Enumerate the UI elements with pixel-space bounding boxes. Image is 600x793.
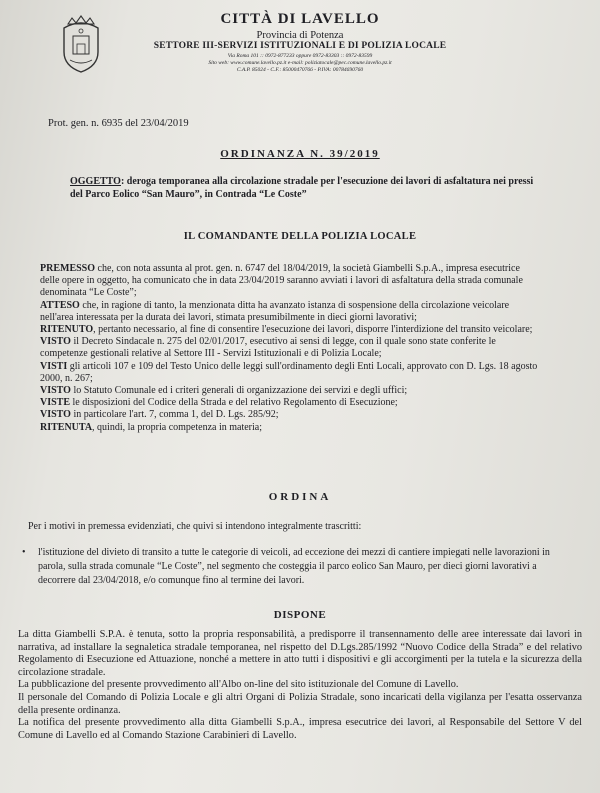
premise-keyword: PREMESSO (40, 263, 96, 274)
ordina-heading: ORDINA (268, 491, 332, 503)
motivi-text: Per i motivi in premessa evidenziati, che quivi si intendono integralmente trascritti: (28, 521, 362, 532)
address-line: Via Roma 101 :: 0972-877233 oppure 0972-83303 :: 0972-83599 (227, 53, 373, 59)
premise-keyword: VISTE (40, 397, 71, 409)
premise-item (40, 361, 540, 385)
subject-label: OGGETTO (70, 176, 121, 187)
premise-text: il Decreto Sindacale n. 275 del 02/01/2017, esecutivo ai sensi di legge, con il quale sono state conferite le competenze gestionali relative al Settore III - Servizi Istituzionali e di Polizia Locale; (40, 336, 496, 360)
bullet-text: l'istituzione del divieto di transito a tutte le categorie di veicoli, ad eccezione dei mezzi di cantiere impiegati nelle lavorazioni in parola, sulla strada comunale “Le Coste”, nel segmento che costeggia il parco eolico San Mauro, per dieci giorni lavorativi a decorrere dal 23/04/2018, e/o comunque fino al termine dei lavori. (38, 547, 550, 586)
premise-text: , quindi, la propria competenza in materia; (92, 421, 262, 433)
premise-text: che, in ragione di tanto, la menzionata ditta ha avanzato istanza di sospensione della circolazione veicolare nell'area interessata per la durata dei lavori, stimata presumibilmente in dieci giorni lavorativi; (40, 299, 510, 323)
premise-keyword: RITENUTO (40, 324, 94, 336)
dispone-section (18, 629, 582, 742)
premise-keyword: RITENUTA (40, 421, 93, 433)
premise-item (40, 263, 540, 300)
premise-item (40, 409, 540, 421)
premise-item (40, 336, 540, 360)
province-name: Provincia di Potenza (256, 30, 344, 41)
ordinance-title (0, 148, 600, 160)
dispone-paragraph: Il personale del Comando di Polizia Locale e gli altri Organi di Polizia Stradale, sono incaricati della vigilanza per l'esatta osservanza della presente ordinanza. (18, 691, 582, 716)
dispone-paragraph: La ditta Giambelli S.P.A. è tenuta, sotto la propria responsabilità, a predisporre il transennamento delle aree interessate dai lavori in narrativa, ad installare la segnaletica stradale temporanea, nel rispetto del D.Lgs.285/1992 “Nuovo Codice della Strada” e del relativo Regolamento di Esecuzione ed Attuazione, nonché a mettere in atto tutti i dispositivi e gli accorgimenti per la tutela e la sicurezza della circolazione stradale. (18, 629, 582, 678)
town-crest-icon (56, 14, 106, 74)
dispone-paragraph: La pubblicazione del presente provvedimento all'Albo on-line del sito istituzionale del Comune di Lavello. (18, 679, 459, 691)
subject-text: : deroga temporanea alla circolazione stradale per l'esecuzione dei lavori di asfaltatura nei pressi del Parco Eolico “San Mauro”, in Contrada “Le Coste” (70, 176, 534, 200)
city-name: CITTÀ DI LAVELLO (220, 11, 380, 27)
premise-text: gli articoli 107 e 109 del Testo Unico delle leggi sull'ordinamento degli Enti Locali, approvato con D. Lgs. 18 agosto 2000, n. 267; (40, 360, 538, 384)
premise-keyword: VISTO (40, 409, 71, 421)
premise-text: le disposizioni del Codice della Strada e del relativo Regolamento di Esecuzione; (70, 397, 398, 409)
protocol-number: Prot. gen. n. 6935 del 23/04/2019 (48, 118, 189, 129)
ordina-bullet (22, 546, 570, 588)
subject (70, 175, 540, 201)
premise-item (40, 397, 540, 409)
fiscal-line: C.A.P. 85024 - C.F.: 85000470766 - P.IVA: 00784690760 (236, 67, 364, 73)
premise-text: lo Statuto Comunale ed i criteri generali di organizzazione dei servizi e degli uffici; (70, 385, 408, 397)
premise-item (40, 422, 540, 434)
premise-item (40, 324, 540, 336)
premise-keyword: VISTI (40, 360, 68, 372)
premise-text: in particolare l'art. 7, comma 1, del D. Lgs. 285/92; (70, 409, 279, 421)
website-line: Sito web: www.comune.lavello.pz.it e-mail: poliziatocale@pec.comune.lavello.pz.it (208, 60, 392, 66)
dispone-heading: DISPONE (273, 609, 327, 621)
dispone-paragraph: La notifica del presente provvedimento alla ditta Giambelli S.p.A., impresa esecutrice dei lavori, al Responsabile del Settore V del Comune di Lavello ed al Comando Stazione Carabinieri di Lavello. (18, 717, 582, 741)
premise-text: che, con nota assunta al prot. gen. n. 6747 del 18/04/2019, la società Giambelli S.p.A., impresa esecutrice delle opere in oggetto, ha comunicato che in data 23/04/2019 saranno avviati i lavori di asfaltatura della strada comunale denominata “Le Coste”; (40, 263, 523, 299)
premise-keyword: VISTO (40, 336, 71, 348)
premise-item (40, 300, 540, 324)
premise-item (40, 385, 540, 397)
premise-keyword: ATTESO (40, 299, 80, 311)
premises-section (40, 263, 540, 434)
authority-heading: IL COMANDANTE DELLA POLIZIA LOCALE (183, 231, 417, 242)
premise-text: , pertanto necessario, al fine di consentire l'esecuzione dei lavori, disporre l'interdizione del transito veicolare; (93, 324, 533, 336)
ordinance-title-text: ORDINANZA N. 39/2019 (220, 148, 380, 160)
bullet-icon: • (22, 547, 26, 558)
sector-name: SETTORE III-SERVIZI ISTITUZIONALI E DI POLIZIA LOCALE (153, 41, 447, 51)
premise-keyword: VISTO (40, 385, 71, 397)
